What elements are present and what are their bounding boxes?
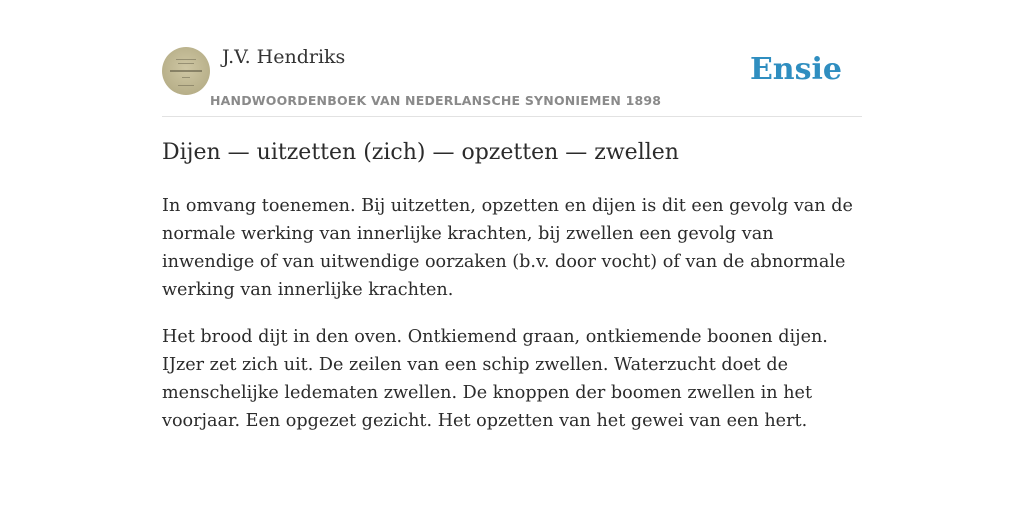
source-title[interactable]: HANDWOORDENBOEK VAN NEDERLANSCHE SYNONIEMEN 1898 (210, 93, 662, 108)
entry-body (162, 192, 866, 454)
entry-title: Dijen — uitzetten (zich) — opzetten — zwellen (162, 140, 679, 165)
page-header (162, 0, 862, 117)
brand-logo[interactable]: Ensie (749, 52, 842, 87)
avatar-book-line (178, 63, 194, 64)
author-link[interactable]: J.V. Hendriks (222, 46, 346, 68)
avatar-book-line (182, 77, 190, 78)
entry-paragraph: In omvang toenemen. Bij uitzetten, opzetten en dijen is dit een gevolg van de normale werking van innerlijke krachten, bij zwellen een gevolg van inwendige of van uitwendige oorzaken (b.v. door vocht) of van de abnormale werking van innerlijke krachten. (162, 196, 853, 300)
avatar-book-line (170, 70, 202, 72)
avatar-book-line (178, 85, 194, 86)
author-avatar[interactable] (162, 47, 210, 95)
entry-paragraph: Het brood dijt in den oven. Ontkiemend graan, ontkiemende boonen dijen. IJzer zet zich uit. De zeilen van een schip zwellen. Waterzucht doet de menschelijke ledematen zwellen. De knoppen der boomen zwellen in het voorjaar. Een opgezet gezicht. Het opzetten van het gewei van een hert. (162, 327, 828, 431)
page-container (162, 0, 862, 431)
avatar-book-line (176, 59, 196, 60)
